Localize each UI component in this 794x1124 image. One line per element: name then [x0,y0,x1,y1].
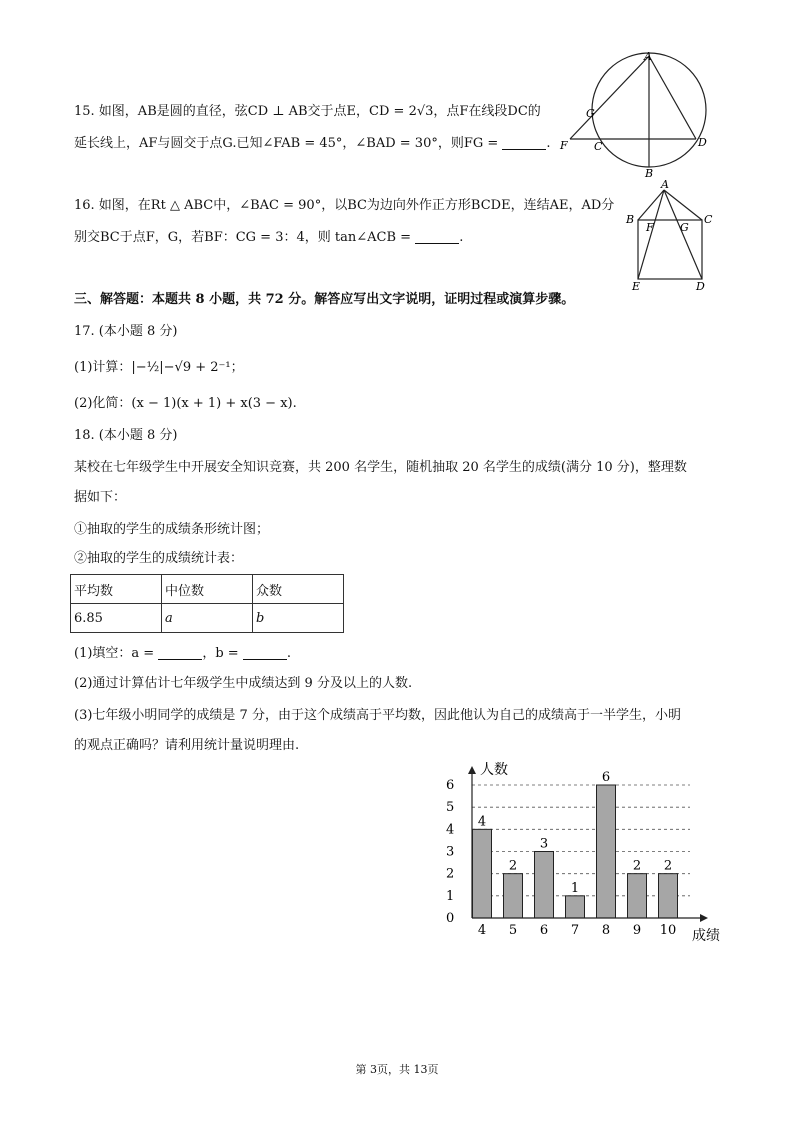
y-tick-label: 4 [446,822,455,838]
chart-x-axis-label: 成绩 [692,928,720,944]
y-tick-label: 2 [446,866,455,882]
q18-intro-line2: 据如下： [74,490,127,505]
x-tick-label: 9 [632,923,642,938]
q16-line-ae [638,190,664,279]
q16-label-d: D [696,280,705,292]
q15-label-c: C [594,140,603,153]
q18-part1 [74,644,291,664]
q16-line2 [74,228,463,248]
chart-y-axis-label: 人数 [480,762,508,778]
q18-intro-line1: 某校在七年级学生中开展安全知识竞赛，共 200 名学生，随机抽取 20 名学生的成绩(满分 10 分)，整理数 [74,460,687,475]
x-tick-label: 5 [508,923,518,938]
q17-part2: (2)化简：(x − 1)(x + 1) + x(3 − x). [74,396,297,411]
q18-blank-b[interactable] [243,645,287,660]
y-tick-label: 6 [446,778,455,793]
bar-value-label: 6 [601,770,611,785]
bar-value-label: 1 [570,880,580,896]
q15-label-f: F [560,139,568,152]
q17-header: 17. (本小题 8 分) [74,324,178,339]
q15-line-ad [649,56,696,139]
q18-bar-chart [438,758,738,948]
bar-6 [535,852,554,919]
table-row [71,604,344,633]
table-cell-mean: 6.85 [71,604,162,633]
q16-line2-text: 别交BC于点F，G，若BF：CG = 3：4，则 tan∠ACB = [74,230,412,245]
q15-circle-figure [558,50,718,180]
q18-part3-line2: 的观点正确吗？请利用统计量说明理由. [74,738,300,753]
x-axis-arrow-icon [700,914,708,922]
q18-part2: (2)通过计算估计七年级学生中成绩达到 9 分及以上的人数. [74,676,413,691]
q16-label-a: A [661,178,669,191]
bar-value-label: 2 [508,858,518,874]
q16-line1: 16. 如图，在Rt △ ABC中，∠BAC = 90°，以BC为边向外作正方形BCDE，连结AE，AD分 [74,198,615,213]
table-cell-median: a [162,604,253,633]
q18-part3-line1: (3)七年级小明同学的成绩是 7 分，由于这个成绩高于平均数，因此他认为自己的成绩高于一半学生，小明 [74,708,681,723]
q18-part1-end: . [286,646,291,661]
q18-part1-mid: ，b = [202,646,239,661]
table-header-mean: 平均数 [71,575,162,604]
q18-item1: ①抽取的学生的成绩条形统计图； [74,522,270,537]
table-header-row [71,575,344,604]
bar-value-label: 2 [632,858,642,874]
y-tick-label: 1 [446,888,455,904]
q16-label-c: C [704,213,713,226]
y-tick-label: 5 [446,800,455,816]
q15-answer-blank[interactable] [502,135,546,150]
bar-value-label: 3 [539,836,549,852]
x-tick-label: 7 [570,923,580,938]
q16-label-b: B [626,213,635,226]
bar-8 [597,785,616,918]
q16-answer-blank[interactable] [415,229,459,244]
y-tick-label: 0 [446,911,455,926]
x-tick-label: 8 [601,923,611,938]
y-tick-label: 3 [446,844,455,860]
q15-line2-text: 延长线上，AF与圆交于点G.已知∠FAB = 45°，∠BAD = 30°，则FG = [74,136,499,151]
q15-label-b: B [645,167,654,180]
bar-5 [504,874,523,918]
q15-label-a: A [644,50,652,63]
x-tick-label: 6 [539,923,549,938]
section3-title: 三、解答题：本题共 8 小题，共 72 分。解答应写出文字说明，证明过程或演算步骤。 [74,292,575,307]
y-axis-arrow-icon [468,766,476,774]
bar-10 [659,874,678,918]
q18-header: 18. (本小题 8 分) [74,428,178,443]
q16-line2-end: . [459,230,464,245]
q16-label-g: G [680,221,689,234]
q17-part1: (1)计算：|−½|−√9 + 2⁻¹； [74,360,244,375]
x-tick-label: 4 [477,923,487,938]
table-cell-mode: b [253,604,344,633]
q16-square-figure [622,176,716,292]
bar-value-label: 2 [663,858,673,874]
q15-line1: 15. 如图，AB是圆的直径，弦CD ⊥ AB交于点E，CD = 2√3，点F在线段DC的 [74,104,541,119]
q18-part1-text: (1)填空：a = [74,646,155,661]
table-header-mode: 众数 [253,575,344,604]
q18-blank-a[interactable] [158,645,202,660]
table-header-median: 中位数 [162,575,253,604]
x-tick-label: 10 [659,923,677,938]
q18-item2: ②抽取的学生的成绩统计表： [74,551,244,566]
q15-line2-end: . [546,136,551,151]
q16-label-f: F [646,221,654,234]
bar-7 [566,896,585,918]
bar-4 [473,829,492,918]
q18-stats-table [70,574,344,633]
q15-line2 [74,134,551,154]
q16-line-ac [664,190,702,220]
bar-9 [628,874,647,918]
q16-line-ad [664,190,702,279]
q16-label-e: E [632,280,641,292]
page-footer: 第 3页，共 13页 [355,1063,439,1076]
q15-label-d: D [698,136,707,149]
q15-label-g: G [586,107,595,120]
bar-value-label: 4 [477,814,487,830]
